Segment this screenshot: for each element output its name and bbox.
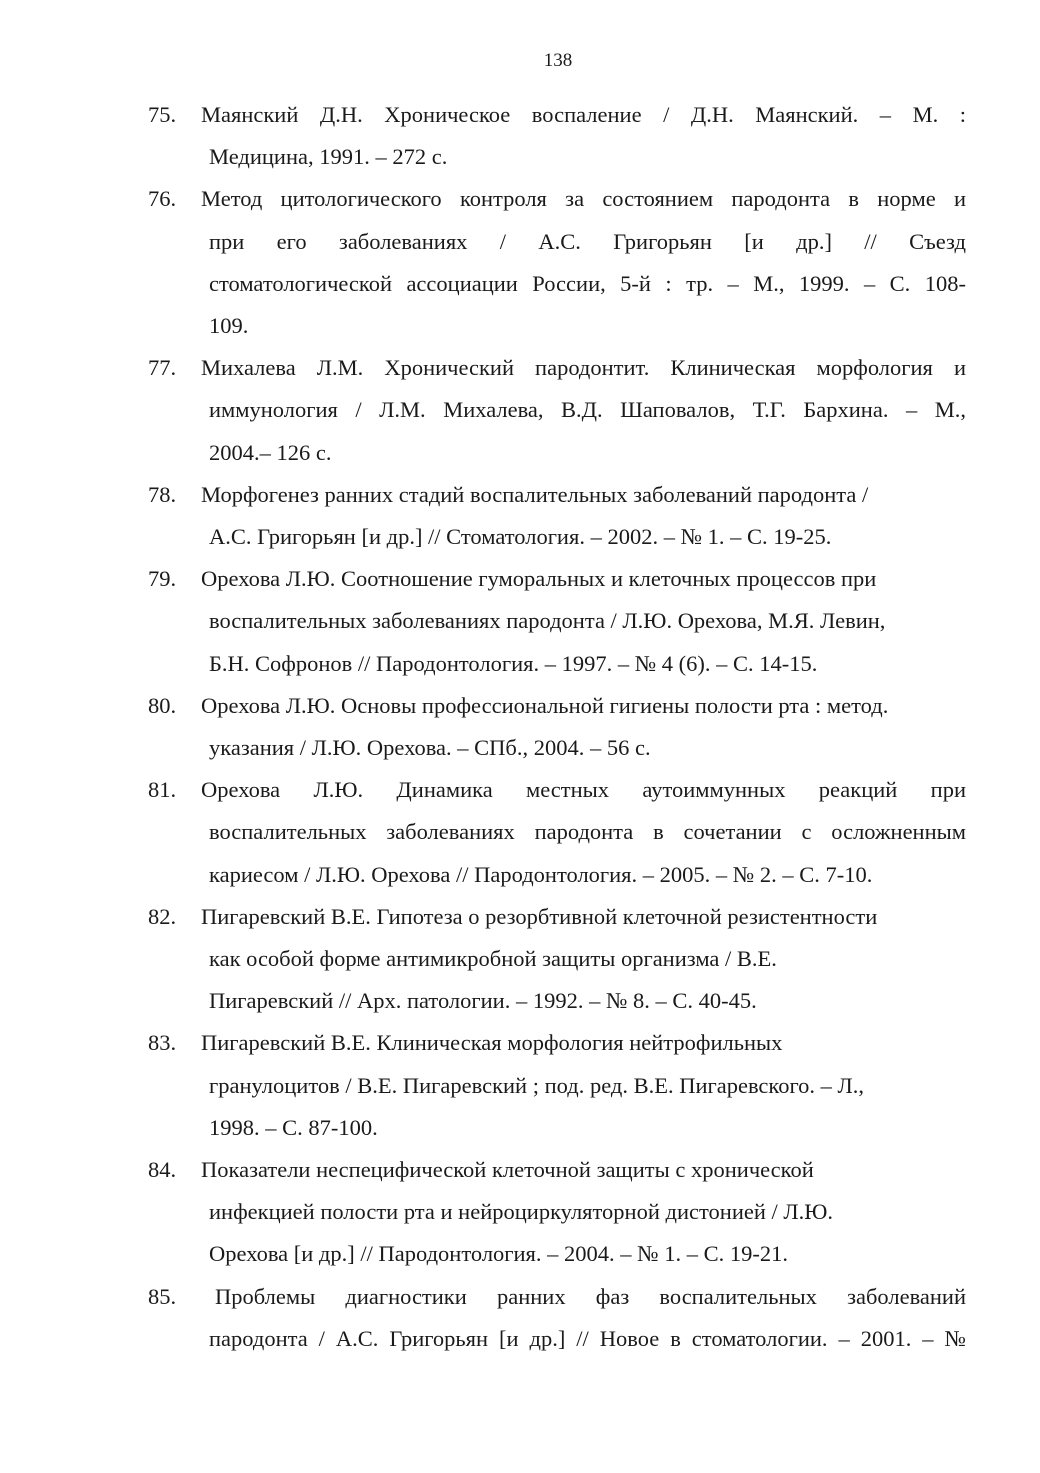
reference-line: указания / Л.Ю. Орехова. – СПб., 2004. – 56 с. — [209, 735, 651, 761]
reference-line: кариесом / Л.Ю. Орехова // Пародонтология. – 2005. – № 2. – С. 7-10. — [209, 861, 873, 887]
reference-line: Метод цитологического контроля за состоянием пародонта в норме и — [201, 186, 966, 212]
reference-item — [148, 685, 966, 769]
reference-item — [148, 896, 966, 1023]
reference-line: пародонта / А.С. Григорьян [и др.] // Новое в стоматологии. – 2001. – № — [209, 1325, 966, 1351]
reference-number: 84. — [148, 1157, 177, 1183]
reference-item — [148, 1022, 966, 1149]
reference-line: 2004.– 126 с. — [209, 439, 332, 465]
reference-number: 76. — [148, 186, 177, 212]
reference-text — [201, 1149, 966, 1276]
reference-item — [148, 558, 966, 685]
reference-text — [201, 474, 966, 558]
reference-item — [148, 769, 966, 896]
reference-line: Орехова Л.Ю. Соотношение гуморальных и клеточных процессов при — [201, 566, 877, 592]
reference-line: стоматологической ассоциации России, 5-й : тр. – М., 1999. – С. 108- — [209, 270, 966, 296]
reference-line: Проблемы диагностики ранних фаз воспалительных заболеваний — [215, 1283, 966, 1309]
reference-item — [148, 474, 966, 558]
reference-line: 109. — [209, 313, 249, 339]
reference-text — [201, 94, 966, 178]
reference-text — [201, 558, 966, 685]
reference-line: при его заболеваниях / А.С. Григорьян [и др.] // Съезд — [209, 228, 966, 254]
reference-line: иммунология / Л.М. Михалева, В.Д. Шаповалов, Т.Г. Бархина. – М., — [209, 397, 966, 423]
reference-line: 1998. – С. 87-100. — [209, 1114, 378, 1140]
reference-text — [201, 1022, 966, 1149]
reference-number: 78. — [148, 481, 177, 507]
reference-line: Орехова Л.Ю. Динамика местных аутоиммунных реакций при — [201, 777, 966, 803]
reference-line: Пигаревский В.Е. Клиническая морфология нейтрофильных — [201, 1030, 783, 1056]
reference-line: Пигаревский В.Е. Гипотеза о резорбтивной клеточной резистентности — [201, 903, 878, 929]
reference-line: как особой форме антимикробной защиты организма / В.Е. — [209, 946, 777, 972]
reference-number: 83. — [148, 1030, 177, 1056]
reference-text — [201, 896, 966, 1023]
reference-line: Маянский Д.Н. Хроническое воспаление / Д.Н. Маянский. – М. : — [201, 102, 966, 127]
reference-number: 79. — [148, 566, 177, 592]
reference-line: гранулоцитов / В.Е. Пигаревский ; под. ред. В.Е. Пигаревского. – Л., — [209, 1072, 865, 1098]
reference-number: 75. — [148, 102, 177, 127]
reference-item — [148, 1149, 966, 1276]
reference-text — [201, 347, 966, 474]
reference-number: 82. — [148, 903, 177, 929]
reference-text — [201, 769, 966, 896]
reference-number: 77. — [148, 355, 177, 381]
reference-list — [148, 94, 966, 1360]
reference-line: Пигаревский // Арх. патологии. – 1992. – № 8. – С. 40-45. — [209, 988, 757, 1014]
reference-line: Б.Н. Софронов // Пародонтология. – 1997. – № 4 (6). – С. 14-15. — [209, 650, 818, 676]
reference-line: Михалева Л.М. Хронический пародонтит. Клиническая морфология и — [201, 355, 966, 381]
reference-line: Медицина, 1991. – 272 с. — [209, 144, 448, 170]
reference-line: Морфогенез ранних стадий воспалительных заболеваний пародонта / — [201, 481, 869, 507]
reference-line: А.С. Григорьян [и др.] // Стоматология. – 2002. – № 1. – С. 19-25. — [209, 524, 832, 550]
reference-number: 80. — [148, 692, 177, 718]
reference-text — [201, 1276, 966, 1360]
reference-item — [148, 94, 966, 178]
reference-line: Орехова [и др.] // Пародонтология. – 2004. – № 1. – С. 19-21. — [209, 1241, 789, 1267]
reference-number: 85. — [148, 1283, 177, 1309]
reference-text — [201, 685, 966, 769]
reference-line: воспалительных заболеваниях пародонта / Л.Ю. Орехова, М.Я. Левин, — [209, 608, 886, 634]
reference-item — [148, 178, 966, 347]
reference-line: воспалительных заболеваниях пародонта в сочетании с осложненным — [209, 819, 966, 845]
reference-item — [148, 1276, 966, 1360]
reference-line: инфекцией полости рта и нейроциркуляторной дистонией / Л.Ю. — [209, 1199, 834, 1225]
reference-number: 81. — [148, 777, 177, 803]
reference-line: Орехова Л.Ю. Основы профессиональной гигиены полости рта : метод. — [201, 692, 889, 718]
reference-line: Показатели неспецифической клеточной защиты с хронической — [201, 1157, 814, 1183]
reference-item — [148, 347, 966, 474]
reference-text — [201, 178, 966, 347]
page-number: 138 — [543, 50, 573, 71]
